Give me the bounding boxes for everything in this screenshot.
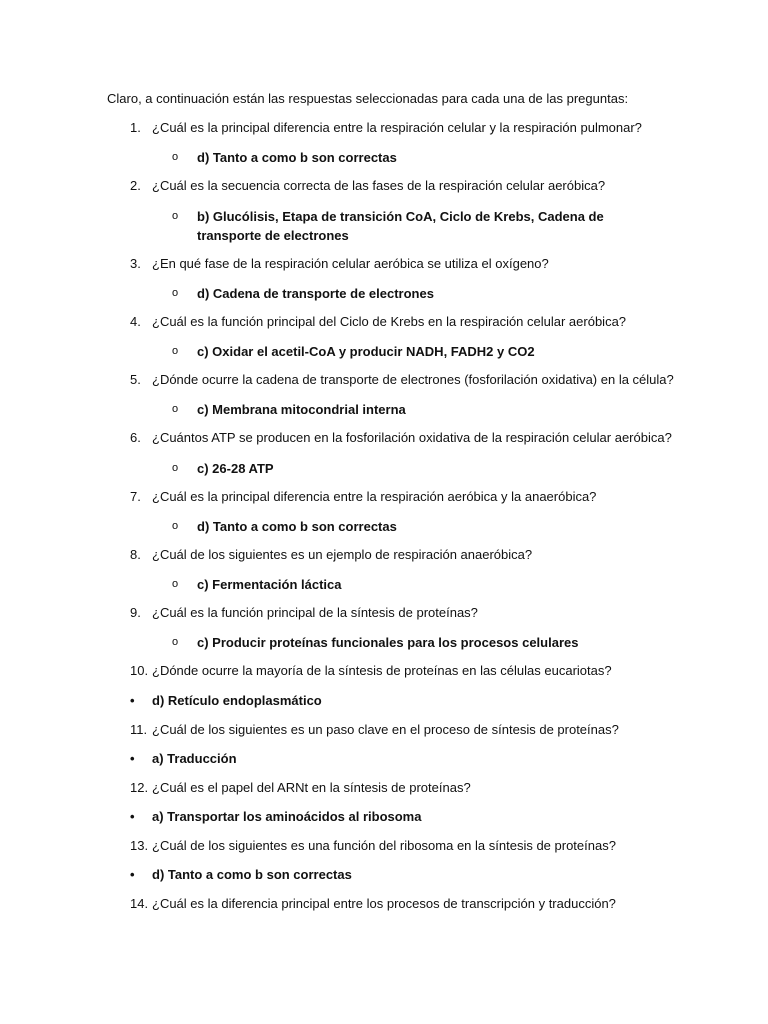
bullet-icon: • bbox=[130, 809, 135, 824]
question-item bbox=[130, 721, 619, 739]
answer-text: c) Producir proteínas funcionales para los procesos celulares bbox=[197, 635, 579, 650]
circle-bullet-icon: o bbox=[172, 403, 179, 415]
question-number: 6. bbox=[130, 430, 141, 445]
circle-bullet-icon: o bbox=[172, 636, 179, 648]
question-item bbox=[130, 119, 642, 137]
answer-item bbox=[130, 808, 421, 826]
question-number: 9. bbox=[130, 605, 141, 620]
question-text: ¿Cuál de los siguientes es un paso clave en el proceso de síntesis de proteínas? bbox=[152, 722, 619, 737]
question-item bbox=[130, 429, 672, 447]
question-number: 7. bbox=[130, 489, 141, 504]
question-text: ¿Cuál es el papel del ARNt en la síntesis de proteínas? bbox=[152, 780, 471, 795]
answer-text: c) 26-28 ATP bbox=[197, 461, 274, 476]
question-text: ¿Cuál es la principal diferencia entre la respiración celular y la respiración pulmonar? bbox=[152, 120, 642, 135]
question-item bbox=[130, 895, 616, 913]
question-item bbox=[130, 837, 616, 855]
answer-item bbox=[130, 692, 322, 710]
question-number: 8. bbox=[130, 547, 141, 562]
question-number: 3. bbox=[130, 256, 141, 271]
question-item bbox=[130, 779, 471, 797]
question-text: ¿Cuál es la principal diferencia entre la respiración aeróbica y la anaeróbica? bbox=[152, 489, 597, 504]
bullet-icon: • bbox=[130, 693, 135, 708]
answer-text: a) Transportar los aminoácidos al ribosoma bbox=[152, 809, 422, 824]
circle-bullet-icon: o bbox=[172, 210, 179, 222]
question-number: 2. bbox=[130, 178, 141, 193]
answer-text: c) Fermentación láctica bbox=[197, 577, 342, 592]
question-text: ¿Cuál de los siguientes es una función del ribosoma en la síntesis de proteínas? bbox=[152, 838, 616, 853]
question-text: ¿Cuál es la diferencia principal entre los procesos de transcripción y traducción? bbox=[152, 896, 616, 911]
circle-bullet-icon: o bbox=[172, 151, 179, 163]
question-number: 4. bbox=[130, 314, 141, 329]
question-text: ¿Cuál de los siguientes es un ejemplo de respiración anaeróbica? bbox=[152, 547, 533, 562]
question-item bbox=[130, 255, 549, 273]
question-number: 10. bbox=[130, 663, 149, 678]
circle-bullet-icon: o bbox=[172, 345, 179, 357]
circle-bullet-icon: o bbox=[172, 462, 179, 474]
question-item bbox=[130, 371, 674, 389]
answer-text: d) Cadena de transporte de electrones bbox=[197, 286, 434, 301]
answer-text: d) Retículo endoplasmático bbox=[152, 693, 322, 708]
bullet-icon: • bbox=[130, 751, 135, 766]
question-text: ¿Cuál es la secuencia correcta de las fases de la respiración celular aeróbica? bbox=[152, 178, 606, 193]
question-item bbox=[130, 662, 612, 680]
question-number: 1. bbox=[130, 120, 141, 135]
question-number: 14. bbox=[130, 896, 149, 911]
question-text: ¿Dónde ocurre la cadena de transporte de electrones (fosforilación oxidativa) en la célula? bbox=[152, 372, 674, 387]
answer-item bbox=[130, 866, 352, 884]
answer-text: c) Oxidar el acetil-CoA y producir NADH, FADH2 y CO2 bbox=[197, 344, 535, 359]
question-text: ¿Cuál es la función principal de la síntesis de proteínas? bbox=[152, 605, 478, 620]
question-number: 5. bbox=[130, 372, 141, 387]
answer-text: b) Glucólisis, Etapa de transición CoA, Ciclo de Krebs, Cadena de transporte de electrones bbox=[197, 209, 604, 243]
intro-text: Claro, a continuación están las respuestas seleccionadas para cada una de las preguntas: bbox=[107, 91, 629, 106]
question-text: ¿En qué fase de la respiración celular aeróbica se utiliza el oxígeno? bbox=[152, 256, 549, 271]
bullet-icon: • bbox=[130, 867, 135, 882]
question-number: 11. bbox=[130, 722, 148, 737]
answer-text: d) Tanto a como b son correctas bbox=[197, 519, 397, 534]
question-number: 13. bbox=[130, 838, 149, 853]
answer-text: d) Tanto a como b son correctas bbox=[152, 867, 352, 882]
question-text: ¿Cuál es la función principal del Ciclo de Krebs en la respiración celular aeróbica? bbox=[152, 314, 627, 329]
circle-bullet-icon: o bbox=[172, 520, 179, 532]
question-item bbox=[130, 604, 478, 622]
answer-text: c) Membrana mitocondrial interna bbox=[197, 402, 406, 417]
question-number: 12. bbox=[130, 780, 149, 795]
question-item bbox=[130, 313, 626, 331]
question-item bbox=[130, 546, 532, 564]
circle-bullet-icon: o bbox=[172, 578, 179, 590]
question-item bbox=[130, 488, 596, 506]
question-text: ¿Cuántos ATP se producen en la fosforilación oxidativa de la respiración celular aeróbica? bbox=[152, 430, 672, 445]
circle-bullet-icon: o bbox=[172, 287, 179, 299]
question-item bbox=[130, 177, 605, 195]
question-text: ¿Dónde ocurre la mayoría de la síntesis de proteínas en las células eucariotas? bbox=[152, 663, 612, 678]
answer-text: a) Traducción bbox=[152, 751, 237, 766]
answer-text: d) Tanto a como b son correctas bbox=[197, 150, 397, 165]
answer-item bbox=[130, 750, 237, 768]
